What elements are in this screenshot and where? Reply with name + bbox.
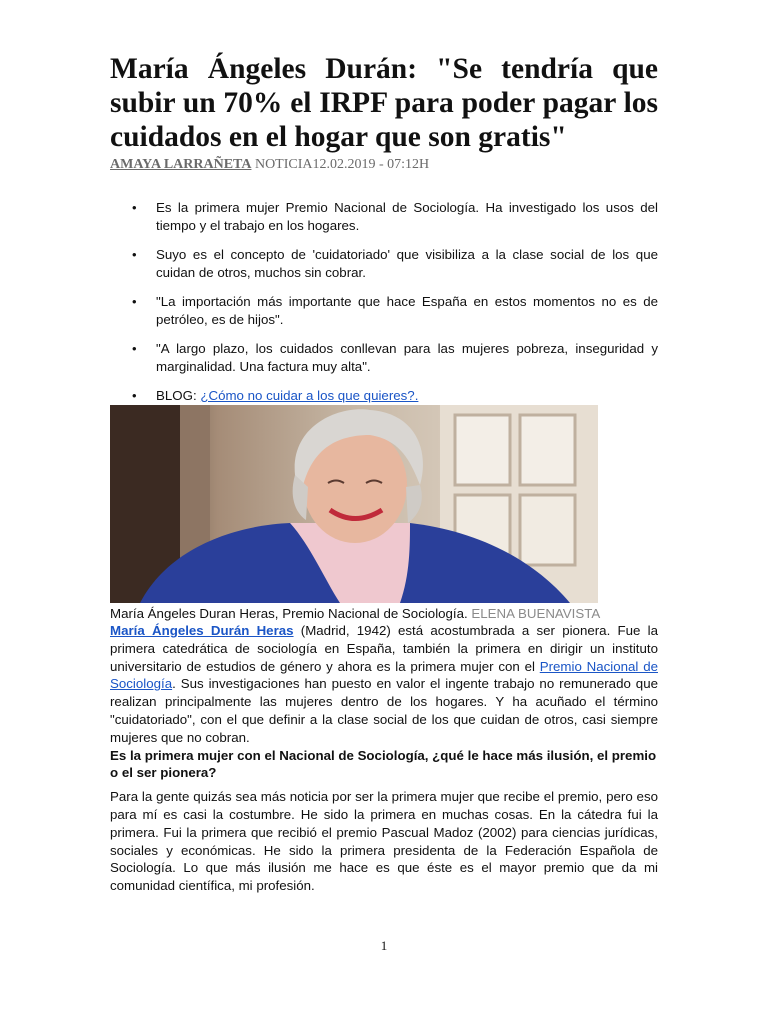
interview-answer: Para la gente quizás sea más noticia por ser la primera mujer que recibe el premio, pero eso para mí es casi la costumbre. He sido la primera en muchas cosas. En la cátedra fui la primera. Fui la primera que recibió el premio Pascual Madoz (2002) para ciencias jurídicas, sociales y económicas. He sido la primera presidenta de la Federación Española de Sociología. Lo que más ilusión me hace es que éste es el mayor premio que da mi comunidad científica, mi profesión. — [110, 789, 658, 894]
article — [110, 52, 658, 895]
interview-question: Es la primera mujer con el Nacional de Sociología, ¿qué le hace más ilusión, el premio o el ser pionera? — [110, 747, 657, 781]
blog-label: BLOG: — [156, 388, 201, 403]
photo-credit: ELENA BUENAVISTA — [471, 606, 601, 621]
person-link[interactable]: María Ángeles Durán Heras — [110, 623, 294, 638]
photo-caption — [110, 605, 658, 622]
page-number: 1 — [380, 938, 388, 953]
intro-text: (Madrid, 1942) está acostumbrada a ser pionera. Fue la primera catedrática de sociología en España, también la primera en dirigir un instituto universitario de estudios de género y ahora es la primera mujer con el — [110, 623, 658, 674]
blog-link[interactable]: ¿Cómo no cuidar a los que quieres?. — [200, 388, 419, 403]
byline — [110, 157, 658, 173]
intro-text-cont: . Sus investigaciones han puesto en valor el ingente trabajo no remunerado que realizan principalmente las mujeres dentro de los hogares. Y ha acuñado el término "cuidatoriado", con el que definir a la clase social de los que cuidan de otros, casi siempre mujeres que no cobran. — [110, 676, 658, 745]
caption-text: María Ángeles Duran Heras, Premio Nacional de Sociología. — [110, 606, 472, 621]
article-photo — [110, 405, 598, 603]
intro-paragraph — [110, 622, 658, 747]
list-item: • "La importación más importante que hace España en estos momentos no es de petróleo, es de hijos". — [110, 293, 658, 329]
article-title: María Ángeles Durán: "Se tendría que subir un 70% el IRPF para poder pagar los cuidados en el hogar que son gratis" — [110, 53, 658, 153]
list-item: • Suyo es el concepto de 'cuidatoriado' que visibiliza a la clase social de los que cuidan de otros, muchos sin cobrar. — [110, 246, 658, 282]
prize-link[interactable]: Premio Nacional de Sociología — [110, 658, 658, 692]
portrait-photo — [110, 405, 598, 603]
section-date: NOTICIA12.02.2019 - 07:12H — [251, 157, 430, 172]
blog-item — [110, 387, 658, 405]
author-link[interactable]: AMAYA LARRAÑETA — [110, 157, 252, 172]
list-item: • "A largo plazo, los cuidados conllevan para las mujeres pobreza, inseguridad y marginalidad. Una factura muy alta". — [110, 340, 658, 376]
list-item: • Es la primera mujer Premio Nacional de Sociología. Ha investigado los usos del tiempo y el trabajo en los hogares. — [110, 199, 658, 235]
highlights-list — [110, 199, 658, 405]
